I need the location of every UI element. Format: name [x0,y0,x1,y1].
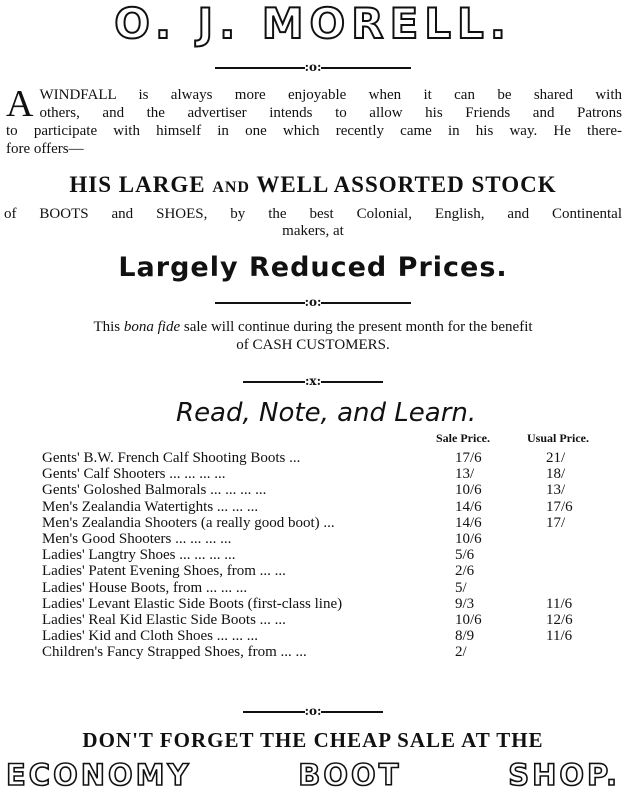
price-row [42,563,622,579]
economy-boot-shop-banner [6,758,620,792]
divider-mark: :o: [304,60,322,74]
item-sale-price: 5/6 [455,547,475,564]
dont-forget-line: DON'T FORGET THE CHEAP SALE AT THE [82,728,544,752]
item-description: Men's Zealandia Shooters (a really good boot) ... [42,514,335,531]
item-sale-price: 2/6 [455,563,475,580]
item-description: Ladies' Patent Evening Shoes, from ... ... [42,563,286,580]
item-sale-price: 8/9 [455,628,475,645]
bona-fide-notice [10,318,616,354]
item-sale-price: 13/ [455,466,475,483]
item-description: Men's Zealandia Watertights ... ... ... [42,498,259,515]
price-row [42,628,622,644]
item-sale-price: 10/6 [455,611,482,628]
item-usual-price: 11/6 [546,628,573,645]
item-description: Ladies' House Boots, from ... ... ... [42,579,248,596]
divider-x-mark: :x: [304,374,321,388]
banner-word-boot: BOOT [298,758,402,792]
sale-price-header: Sale Price. [436,431,490,445]
intro-paragraph [6,83,622,158]
item-description: Ladies' Real Kid Elastic Side Boots ... ... [42,611,286,628]
stock-heading [0,172,626,198]
item-description: Gents' Calf Shooters ... ... ... ... [42,466,226,483]
item-sale-price: 14/6 [455,514,482,531]
drop-cap: A [6,83,34,125]
item-sale-price: 10/6 [455,482,482,499]
price-row [42,612,622,628]
bona-fide-italic: bona fide [123,319,181,335]
bona-fide-line-2: of CASH CUSTOMERS. [236,337,390,353]
advertiser-name-title: O. J. MORELL. [114,0,512,48]
item-description: Gents' Goloshed Balmorals ... ... ... ... [42,482,267,499]
item-sale-price: 5/ [455,579,467,596]
price-row [42,596,622,612]
item-sale-price: 2/ [455,644,467,661]
item-usual-price: 18/ [546,466,566,483]
price-row [42,644,622,660]
price-row [42,482,622,498]
item-sale-price: 10/6 [455,530,482,547]
bona-fide-pre: This [93,319,121,335]
item-description: Ladies' Kid and Cloth Shoes ... ... ... [42,628,259,645]
bona-fide-post: sale will continue during the present month for the benefit [183,319,533,335]
price-row [42,466,622,482]
divider-mark-2: :o: [304,295,322,309]
divider-2 [0,295,626,309]
item-sale-price: 17/6 [455,450,482,466]
stock-heading-part-1: HIS LARGE [69,172,206,197]
divider-mark-4: :o: [304,704,322,718]
reduced-prices-heading: Largely Reduced Prices. [118,252,508,283]
item-sale-price: 9/3 [455,595,475,612]
usual-price-header: Usual Price. [527,431,589,445]
price-list [42,450,622,660]
intro-line-1: WINDFALL is always more enjoyable when it can be shared with [39,87,622,103]
boots-line-2: makers, at [282,223,344,239]
item-usual-price: 17/6 [546,498,573,515]
item-usual-price: 17/ [546,514,566,531]
divider-4 [0,704,626,718]
item-description: Children's Fancy Strapped Shoes, from ... ... [42,644,307,661]
stock-heading-part-2: AND [212,179,250,196]
item-description: Ladies' Levant Elastic Side Boots (first-class line) [42,595,343,612]
intro-line-2: others, and the advertiser intends to allow his Friends and Patrons [39,105,622,121]
price-row [42,531,622,547]
item-sale-price: 14/6 [455,498,482,515]
item-description: Ladies' Langtry Shoes ... ... ... ... [42,547,236,564]
banner-word-shop: SHOP. [508,758,620,792]
boots-description [4,206,622,240]
item-usual-price: 11/6 [546,595,573,612]
item-usual-price: 12/6 [546,611,573,628]
price-row [42,499,622,515]
intro-line-3: to participate with himself in one which recently came in his way. He there- [6,123,622,139]
item-description: Gents' B.W. French Calf Shooting Boots ... [42,450,301,466]
item-usual-price: 13/ [546,482,566,499]
price-row [42,580,622,596]
item-usual-price: 21/ [546,450,566,466]
boots-line-1: of BOOTS and SHOES, by the best Colonial, English, and Continental [4,206,622,222]
banner-word-economy: ECONOMY [6,758,192,792]
price-row [42,547,622,563]
divider-1 [0,60,626,74]
intro-line-4: fore offers— [6,141,84,157]
price-row [42,515,622,531]
price-row [42,450,622,466]
divider-3 [0,374,626,388]
stock-heading-part-3: WELL ASSORTED STOCK [256,172,557,197]
read-note-learn-heading: Read, Note, and Learn. [176,398,477,428]
item-description: Men's Good Shooters ... ... ... ... [42,530,232,547]
